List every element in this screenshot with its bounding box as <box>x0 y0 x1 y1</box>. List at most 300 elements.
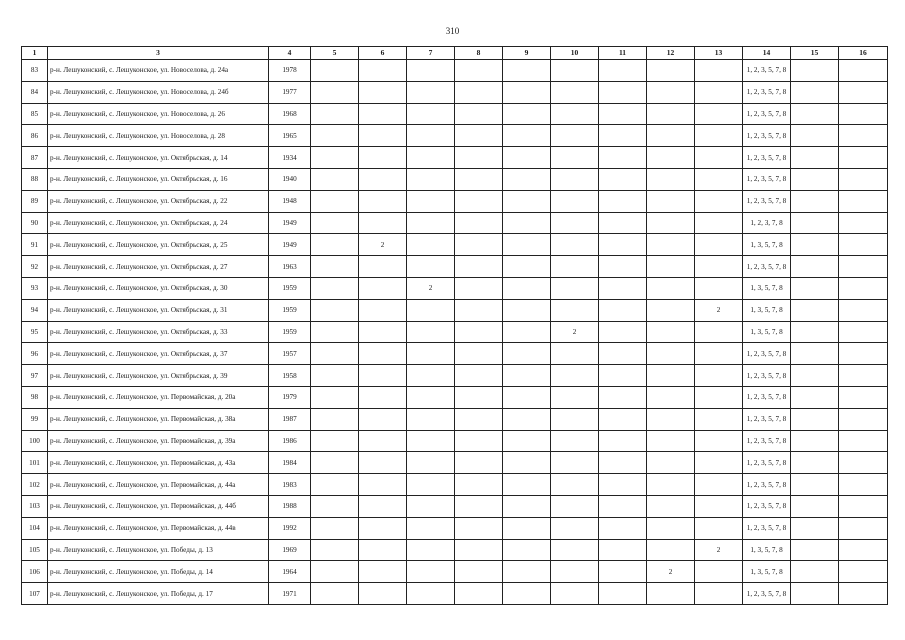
col-6-cell <box>359 452 407 474</box>
col-8-cell <box>455 147 503 169</box>
col-6-cell <box>359 321 407 343</box>
col-12-cell <box>647 430 695 452</box>
year-cell: 1959 <box>269 299 311 321</box>
row-number: 92 <box>22 256 48 278</box>
col-8-cell <box>455 386 503 408</box>
col-5-cell <box>311 147 359 169</box>
works-list-cell: 1, 2, 3, 5, 7, 8 <box>743 103 791 125</box>
col-9-cell <box>503 81 551 103</box>
col-6-cell <box>359 168 407 190</box>
col-13-cell <box>695 103 743 125</box>
col-5-cell <box>311 299 359 321</box>
col-15-cell <box>791 147 839 169</box>
row-number: 94 <box>22 299 48 321</box>
row-number: 101 <box>22 452 48 474</box>
table-row <box>22 321 888 343</box>
col-9-cell <box>503 343 551 365</box>
col-10-cell <box>551 212 599 234</box>
col-10-cell <box>551 561 599 583</box>
row-number: 96 <box>22 343 48 365</box>
col-7-cell <box>407 539 455 561</box>
col-12-cell <box>647 125 695 147</box>
year-cell: 1965 <box>269 125 311 147</box>
row-number: 83 <box>22 60 48 82</box>
col-16-cell <box>839 495 888 517</box>
works-list-cell: 1, 2, 3, 5, 7, 8 <box>743 168 791 190</box>
col-10-cell <box>551 583 599 605</box>
col-15-cell <box>791 125 839 147</box>
column-header: 7 <box>407 47 455 60</box>
col-11-cell <box>599 365 647 387</box>
col-7-cell <box>407 190 455 212</box>
col-6-cell <box>359 386 407 408</box>
col-15-cell <box>791 277 839 299</box>
col-11-cell <box>599 539 647 561</box>
table-row <box>22 147 888 169</box>
col-12-cell <box>647 495 695 517</box>
col-11-cell <box>599 60 647 82</box>
column-header: 16 <box>839 47 888 60</box>
works-list-cell: 1, 2, 3, 5, 7, 8 <box>743 495 791 517</box>
address-cell: р-н. Лешуконский, с. Лешуконское, ул. Первомайская, д. 20а <box>48 386 269 408</box>
col-15-cell <box>791 517 839 539</box>
col-13-cell <box>695 277 743 299</box>
col-11-cell <box>599 386 647 408</box>
col-5-cell <box>311 386 359 408</box>
col-9-cell <box>503 386 551 408</box>
page-number: 310 <box>445 26 460 36</box>
table-row <box>22 190 888 212</box>
col-6-cell <box>359 147 407 169</box>
col-8-cell <box>455 365 503 387</box>
col-16-cell <box>839 60 888 82</box>
col-10-cell <box>551 517 599 539</box>
col-11-cell <box>599 474 647 496</box>
col-10-cell <box>551 103 599 125</box>
col-15-cell <box>791 365 839 387</box>
row-number: 107 <box>22 583 48 605</box>
col-7-cell <box>407 408 455 430</box>
col-11-cell <box>599 256 647 278</box>
address-cell: р-н. Лешуконский, с. Лешуконское, ул. Октябрьская, д. 27 <box>48 256 269 278</box>
col-9-cell <box>503 408 551 430</box>
col-9-cell <box>503 125 551 147</box>
col-8-cell <box>455 190 503 212</box>
col-5-cell <box>311 212 359 234</box>
col-5-cell <box>311 583 359 605</box>
table-row <box>22 365 888 387</box>
row-number: 104 <box>22 517 48 539</box>
table-row <box>22 60 888 82</box>
address-cell: р-н. Лешуконский, с. Лешуконское, ул. Октябрьская, д. 31 <box>48 299 269 321</box>
row-number: 84 <box>22 81 48 103</box>
year-cell: 1948 <box>269 190 311 212</box>
col-13-cell: 2 <box>695 299 743 321</box>
col-15-cell <box>791 212 839 234</box>
col-15-cell <box>791 256 839 278</box>
works-list-cell: 1, 2, 3, 5, 7, 8 <box>743 125 791 147</box>
col-6-cell: 2 <box>359 234 407 256</box>
col-13-cell <box>695 256 743 278</box>
col-16-cell <box>839 103 888 125</box>
table-body <box>22 60 888 605</box>
col-8-cell <box>455 583 503 605</box>
col-7-cell <box>407 517 455 539</box>
col-11-cell <box>599 299 647 321</box>
address-cell: р-н. Лешуконский, с. Лешуконское, ул. Победы, д. 14 <box>48 561 269 583</box>
col-10-cell <box>551 495 599 517</box>
table-row <box>22 256 888 278</box>
col-9-cell <box>503 277 551 299</box>
col-5-cell <box>311 365 359 387</box>
table-row <box>22 299 888 321</box>
year-cell: 1988 <box>269 495 311 517</box>
col-8-cell <box>455 452 503 474</box>
col-13-cell <box>695 190 743 212</box>
works-list-cell: 1, 3, 5, 7, 8 <box>743 539 791 561</box>
header-row <box>22 47 888 60</box>
col-16-cell <box>839 561 888 583</box>
col-13-cell <box>695 212 743 234</box>
year-cell: 1986 <box>269 430 311 452</box>
col-7-cell <box>407 81 455 103</box>
year-cell: 1968 <box>269 103 311 125</box>
col-15-cell <box>791 299 839 321</box>
col-10-cell <box>551 168 599 190</box>
col-7-cell <box>407 561 455 583</box>
works-list-cell: 1, 2, 3, 5, 7, 8 <box>743 452 791 474</box>
col-9-cell <box>503 495 551 517</box>
year-cell: 1949 <box>269 212 311 234</box>
address-cell: р-н. Лешуконский, с. Лешуконское, ул. Первомайская, д. 39а <box>48 430 269 452</box>
col-5-cell <box>311 168 359 190</box>
col-11-cell <box>599 234 647 256</box>
row-number: 91 <box>22 234 48 256</box>
col-10-cell <box>551 343 599 365</box>
col-16-cell <box>839 321 888 343</box>
col-12-cell <box>647 168 695 190</box>
col-13-cell: 2 <box>695 539 743 561</box>
col-13-cell <box>695 452 743 474</box>
row-number: 103 <box>22 495 48 517</box>
col-16-cell <box>839 365 888 387</box>
col-13-cell <box>695 234 743 256</box>
year-cell: 1979 <box>269 386 311 408</box>
col-12-cell <box>647 539 695 561</box>
col-5-cell <box>311 277 359 299</box>
row-number: 93 <box>22 277 48 299</box>
col-13-cell <box>695 168 743 190</box>
col-15-cell <box>791 190 839 212</box>
col-9-cell <box>503 517 551 539</box>
col-13-cell <box>695 495 743 517</box>
col-12-cell <box>647 452 695 474</box>
col-15-cell <box>791 583 839 605</box>
table-row <box>22 212 888 234</box>
col-10-cell <box>551 81 599 103</box>
col-16-cell <box>839 168 888 190</box>
row-number: 105 <box>22 539 48 561</box>
works-list-cell: 1, 2, 3, 5, 7, 8 <box>743 583 791 605</box>
works-list-cell: 1, 2, 3, 5, 7, 8 <box>743 430 791 452</box>
col-5-cell <box>311 190 359 212</box>
col-7-cell <box>407 212 455 234</box>
address-cell: р-н. Лешуконский, с. Лешуконское, ул. Октябрьская, д. 39 <box>48 365 269 387</box>
col-9-cell <box>503 474 551 496</box>
column-header: 3 <box>48 47 269 60</box>
col-16-cell <box>839 212 888 234</box>
row-number: 97 <box>22 365 48 387</box>
col-16-cell <box>839 234 888 256</box>
col-11-cell <box>599 495 647 517</box>
col-15-cell <box>791 474 839 496</box>
column-header: 15 <box>791 47 839 60</box>
col-12-cell <box>647 81 695 103</box>
col-6-cell <box>359 212 407 234</box>
col-11-cell <box>599 343 647 365</box>
works-list-cell: 1, 2, 3, 5, 7, 8 <box>743 386 791 408</box>
table-row <box>22 168 888 190</box>
col-15-cell <box>791 452 839 474</box>
col-5-cell <box>311 517 359 539</box>
col-5-cell <box>311 474 359 496</box>
col-16-cell <box>839 277 888 299</box>
table-row <box>22 474 888 496</box>
col-11-cell <box>599 452 647 474</box>
table-row <box>22 408 888 430</box>
col-15-cell <box>791 103 839 125</box>
col-8-cell <box>455 343 503 365</box>
address-cell: р-н. Лешуконский, с. Лешуконское, ул. Новоселова, д. 28 <box>48 125 269 147</box>
col-7-cell <box>407 125 455 147</box>
col-6-cell <box>359 299 407 321</box>
column-header: 10 <box>551 47 599 60</box>
table-row <box>22 103 888 125</box>
column-header: 8 <box>455 47 503 60</box>
col-6-cell <box>359 539 407 561</box>
col-16-cell <box>839 517 888 539</box>
address-cell: р-н. Лешуконский, с. Лешуконское, ул. Октябрьская, д. 14 <box>48 147 269 169</box>
col-13-cell <box>695 60 743 82</box>
col-5-cell <box>311 408 359 430</box>
col-8-cell <box>455 168 503 190</box>
col-9-cell <box>503 321 551 343</box>
col-5-cell <box>311 430 359 452</box>
col-12-cell <box>647 299 695 321</box>
col-9-cell <box>503 561 551 583</box>
row-number: 85 <box>22 103 48 125</box>
address-cell: р-н. Лешуконский, с. Лешуконское, ул. Первомайская, д. 43а <box>48 452 269 474</box>
col-15-cell <box>791 321 839 343</box>
address-cell: р-н. Лешуконский, с. Лешуконское, ул. Новоселова, д. 24б <box>48 81 269 103</box>
col-13-cell <box>695 81 743 103</box>
col-10-cell <box>551 256 599 278</box>
col-8-cell <box>455 561 503 583</box>
col-7-cell <box>407 452 455 474</box>
works-list-cell: 1, 2, 3, 5, 7, 8 <box>743 190 791 212</box>
col-8-cell <box>455 234 503 256</box>
col-10-cell <box>551 430 599 452</box>
row-number: 87 <box>22 147 48 169</box>
row-number: 100 <box>22 430 48 452</box>
address-cell: р-н. Лешуконский, с. Лешуконское, ул. Победы, д. 13 <box>48 539 269 561</box>
col-12-cell <box>647 343 695 365</box>
col-10-cell <box>551 408 599 430</box>
col-5-cell <box>311 60 359 82</box>
col-5-cell <box>311 103 359 125</box>
year-cell: 1958 <box>269 365 311 387</box>
col-10-cell <box>551 147 599 169</box>
address-cell: р-н. Лешуконский, с. Лешуконское, ул. Первомайская, д. 44б <box>48 495 269 517</box>
col-9-cell <box>503 190 551 212</box>
col-6-cell <box>359 60 407 82</box>
row-number: 86 <box>22 125 48 147</box>
col-8-cell <box>455 103 503 125</box>
col-8-cell <box>455 60 503 82</box>
col-16-cell <box>839 190 888 212</box>
row-number: 102 <box>22 474 48 496</box>
col-10-cell <box>551 60 599 82</box>
year-cell: 1977 <box>269 81 311 103</box>
col-5-cell <box>311 539 359 561</box>
col-15-cell <box>791 343 839 365</box>
col-16-cell <box>839 147 888 169</box>
address-cell: р-н. Лешуконский, с. Лешуконское, ул. Первомайская, д. 44в <box>48 517 269 539</box>
col-5-cell <box>311 452 359 474</box>
col-5-cell <box>311 125 359 147</box>
col-9-cell <box>503 60 551 82</box>
works-list-cell: 1, 2, 3, 5, 7, 8 <box>743 365 791 387</box>
col-12-cell <box>647 256 695 278</box>
col-9-cell <box>503 299 551 321</box>
address-cell: р-н. Лешуконский, с. Лешуконское, ул. Октябрьская, д. 30 <box>48 277 269 299</box>
year-cell: 1983 <box>269 474 311 496</box>
col-10-cell <box>551 386 599 408</box>
works-list-cell: 1, 3, 5, 7, 8 <box>743 321 791 343</box>
works-list-cell: 1, 2, 3, 5, 7, 8 <box>743 60 791 82</box>
col-6-cell <box>359 561 407 583</box>
col-6-cell <box>359 474 407 496</box>
col-9-cell <box>503 256 551 278</box>
col-7-cell <box>407 60 455 82</box>
works-list-cell: 1, 3, 5, 7, 8 <box>743 561 791 583</box>
col-6-cell <box>359 408 407 430</box>
col-8-cell <box>455 256 503 278</box>
col-6-cell <box>359 81 407 103</box>
col-10-cell <box>551 539 599 561</box>
col-5-cell <box>311 495 359 517</box>
col-13-cell <box>695 408 743 430</box>
col-11-cell <box>599 125 647 147</box>
address-cell: р-н. Лешуконский, с. Лешуконское, ул. Октябрьская, д. 16 <box>48 168 269 190</box>
row-number: 95 <box>22 321 48 343</box>
address-cell: р-н. Лешуконский, с. Лешуконское, ул. Первомайская, д. 44а <box>48 474 269 496</box>
col-7-cell <box>407 343 455 365</box>
row-number: 88 <box>22 168 48 190</box>
col-7-cell: 2 <box>407 277 455 299</box>
table-row <box>22 583 888 605</box>
col-13-cell <box>695 583 743 605</box>
col-7-cell <box>407 495 455 517</box>
col-5-cell <box>311 343 359 365</box>
col-11-cell <box>599 517 647 539</box>
col-7-cell <box>407 583 455 605</box>
col-16-cell <box>839 343 888 365</box>
col-7-cell <box>407 474 455 496</box>
col-8-cell <box>455 474 503 496</box>
col-9-cell <box>503 452 551 474</box>
col-8-cell <box>455 299 503 321</box>
col-15-cell <box>791 495 839 517</box>
col-11-cell <box>599 561 647 583</box>
works-list-cell: 1, 2, 3, 7, 8 <box>743 212 791 234</box>
col-12-cell <box>647 583 695 605</box>
col-11-cell <box>599 168 647 190</box>
col-10-cell <box>551 365 599 387</box>
col-10-cell <box>551 299 599 321</box>
table-row <box>22 452 888 474</box>
col-16-cell <box>839 474 888 496</box>
col-15-cell <box>791 430 839 452</box>
col-11-cell <box>599 430 647 452</box>
col-10-cell <box>551 277 599 299</box>
col-10-cell <box>551 452 599 474</box>
col-11-cell <box>599 321 647 343</box>
table-row <box>22 81 888 103</box>
col-10-cell: 2 <box>551 321 599 343</box>
col-16-cell <box>839 539 888 561</box>
row-number: 98 <box>22 386 48 408</box>
col-7-cell <box>407 386 455 408</box>
col-12-cell <box>647 474 695 496</box>
column-header: 12 <box>647 47 695 60</box>
address-cell: р-н. Лешуконский, с. Лешуконское, ул. Октябрьская, д. 25 <box>48 234 269 256</box>
works-list-cell: 1, 2, 3, 5, 7, 8 <box>743 81 791 103</box>
col-7-cell <box>407 256 455 278</box>
works-list-cell: 1, 2, 3, 5, 7, 8 <box>743 517 791 539</box>
col-6-cell <box>359 495 407 517</box>
address-cell: р-н. Лешуконский, с. Лешуконское, ул. Победы, д. 17 <box>48 583 269 605</box>
row-number: 99 <box>22 408 48 430</box>
col-15-cell <box>791 539 839 561</box>
col-12-cell: 2 <box>647 561 695 583</box>
col-16-cell <box>839 256 888 278</box>
table-row <box>22 495 888 517</box>
year-cell: 1940 <box>269 168 311 190</box>
table-row <box>22 430 888 452</box>
col-15-cell <box>791 234 839 256</box>
col-12-cell <box>647 190 695 212</box>
column-header: 1 <box>22 47 48 60</box>
col-11-cell <box>599 408 647 430</box>
col-10-cell <box>551 125 599 147</box>
works-list-cell: 1, 2, 3, 5, 7, 8 <box>743 343 791 365</box>
year-cell: 1978 <box>269 60 311 82</box>
col-9-cell <box>503 539 551 561</box>
year-cell: 1992 <box>269 517 311 539</box>
col-9-cell <box>503 365 551 387</box>
col-12-cell <box>647 103 695 125</box>
col-5-cell <box>311 321 359 343</box>
col-7-cell <box>407 321 455 343</box>
year-cell: 1984 <box>269 452 311 474</box>
col-9-cell <box>503 583 551 605</box>
year-cell: 1964 <box>269 561 311 583</box>
col-12-cell <box>647 234 695 256</box>
col-11-cell <box>599 583 647 605</box>
col-11-cell <box>599 147 647 169</box>
col-8-cell <box>455 321 503 343</box>
